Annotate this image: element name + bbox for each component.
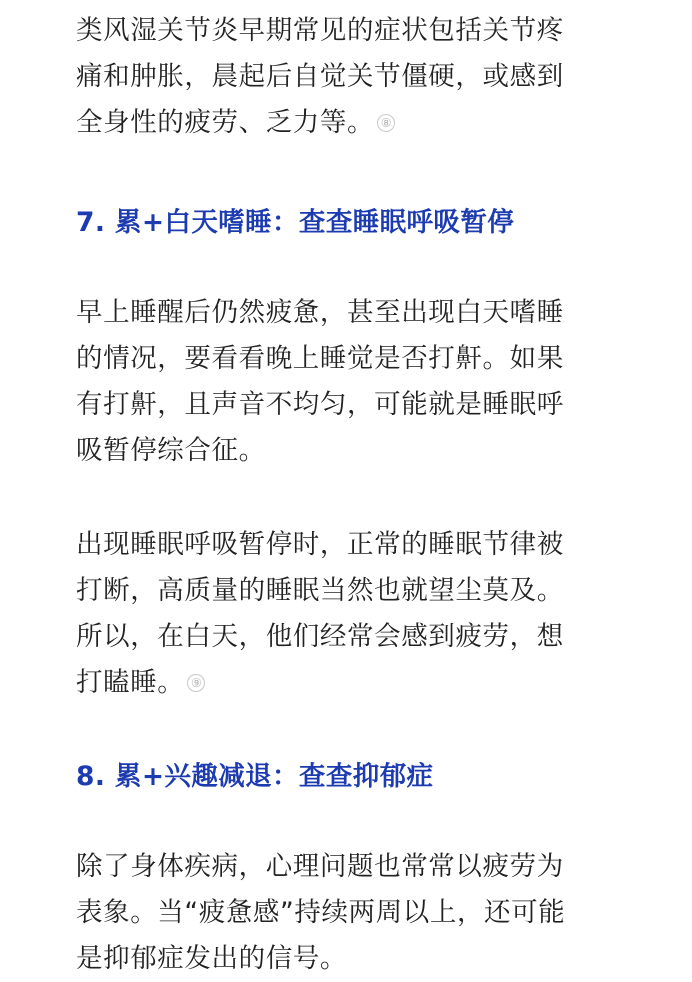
paragraph-line: 出现睡眠呼吸暂停时，正常的睡眠节律被 [76, 529, 564, 560]
paragraph-line: 类风湿关节炎早期常见的症状包括关节疼 [76, 15, 564, 46]
article-body [76, 8, 636, 982]
paragraph-line: 是抑郁症发出的信号。 [76, 943, 347, 974]
section-heading-8: 8. 累+兴趣减退：查查抑郁症 [76, 761, 434, 792]
paragraph-rheumatoid-symptoms [76, 8, 636, 146]
paragraph-line: 所以，在白天，他们经常会感到疲劳，想 [76, 621, 564, 652]
section-heading-7: 7. 累+白天嗜睡：查查睡眠呼吸暂停 [76, 207, 515, 238]
paragraph-line-text: 全身性的疲劳、乏力等。 [76, 107, 375, 138]
paragraph-line: 打断，高质量的睡眠当然也就望尘莫及。 [76, 575, 564, 606]
paragraph-line: 有打鼾，且声音不均匀，可能就是睡眠呼 [76, 389, 564, 420]
paragraph-daytime-sleepiness [76, 290, 636, 474]
paragraph-line: 吸暂停综合征。 [76, 435, 266, 466]
paragraph-sleep-apnea-effects [76, 522, 636, 706]
paragraph-line: 的情况，要看看晚上睡觉是否打鼾。如果 [76, 343, 564, 374]
paragraph-line: 早上睡醒后仍然疲惫，甚至出现白天嗜睡 [76, 297, 564, 328]
paragraph-line: 除了身体疾病，心理问题也常常以疲劳为 [76, 851, 564, 882]
paragraph-line-text: 打瞌睡。 [76, 667, 185, 698]
paragraph-line: 表象。当“疲惫感”持续两周以上，还可能 [76, 897, 566, 928]
reference-marker-8[interactable]: ⑧ [377, 114, 395, 132]
paragraph-line: 痛和肿胀，晨起后自觉关节僵硬，或感到 [76, 61, 564, 92]
reference-marker-9[interactable]: ⑨ [187, 674, 205, 692]
paragraph-depression [76, 844, 636, 982]
paragraph-line [76, 660, 636, 706]
paragraph-line [76, 100, 636, 146]
